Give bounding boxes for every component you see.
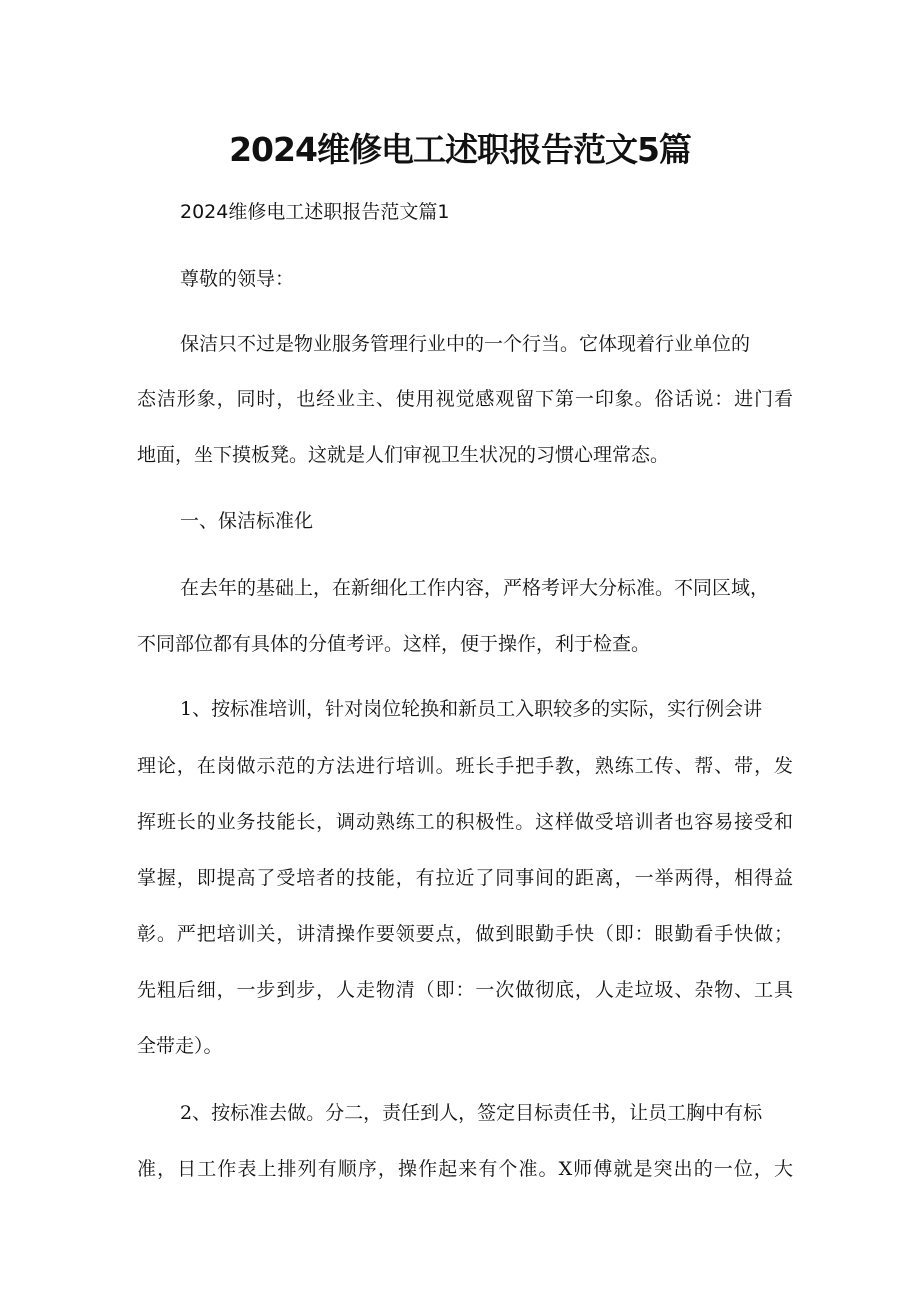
- subheading: 一、保洁标准化: [180, 510, 314, 532]
- paragraph-line: 保洁只不过是物业服务管理行业中的一个行当。它体现着行业单位的: [180, 333, 751, 355]
- paragraph-line: 地面，坐下摸板凳。这就是人们审视卫生状况的习惯心理常态。: [137, 444, 670, 466]
- greeting: 尊敬的领导：: [180, 268, 295, 290]
- paragraph-line: 不同部位都有具体的分值考评。这样，便于操作，利于检查。: [137, 633, 651, 655]
- paragraph-line: 1、按标准培训，针对岗位轮换和新员工入职较多的实际，实行例会讲: [180, 698, 763, 720]
- paragraph-line: 先粗后细，一步到步，人走物清（即：一次做彻底，人走垃圾、杂物、工具: [137, 979, 793, 1001]
- paragraph-line: 2、按标准去做。分二，责任到人，签定目标责任书，让员工胸中有标: [180, 1102, 763, 1124]
- paragraph-line: 在去年的基础上，在新细化工作内容，严格考评大分标准。不同区域，: [180, 577, 770, 599]
- paragraph-line: 态洁形象，同时，也经业主、使用视觉感观留下第一印象。俗话说：进门看: [137, 388, 793, 410]
- paragraph-line: 理论，在岗做示范的方法进行培训。班长手把手教，熟练工传、帮、带，发: [137, 755, 793, 777]
- document-title: 2024维修电工述职报告范文5篇: [229, 130, 691, 169]
- paragraph-line: 全带走）。: [137, 1035, 223, 1057]
- paragraph-line: 准，日工作表上排列有顺序，操作起来有个准。X师傅就是突出的一位，大: [137, 1158, 793, 1180]
- paragraph-line: 掌握，即提高了受培者的技能，有拉近了同事间的距离，一举两得，相得益: [137, 867, 793, 889]
- paragraph-line: 挥班长的业务技能长，调动熟练工的积极性。这样做受培训者也容易接受和: [137, 811, 793, 833]
- section-heading: 2024维修电工述职报告范文篇1: [180, 201, 450, 223]
- paragraph-line: 彰。严把培训关，讲清操作要领要点，做到眼勤手快（即：眼勤看手快做；: [137, 923, 793, 945]
